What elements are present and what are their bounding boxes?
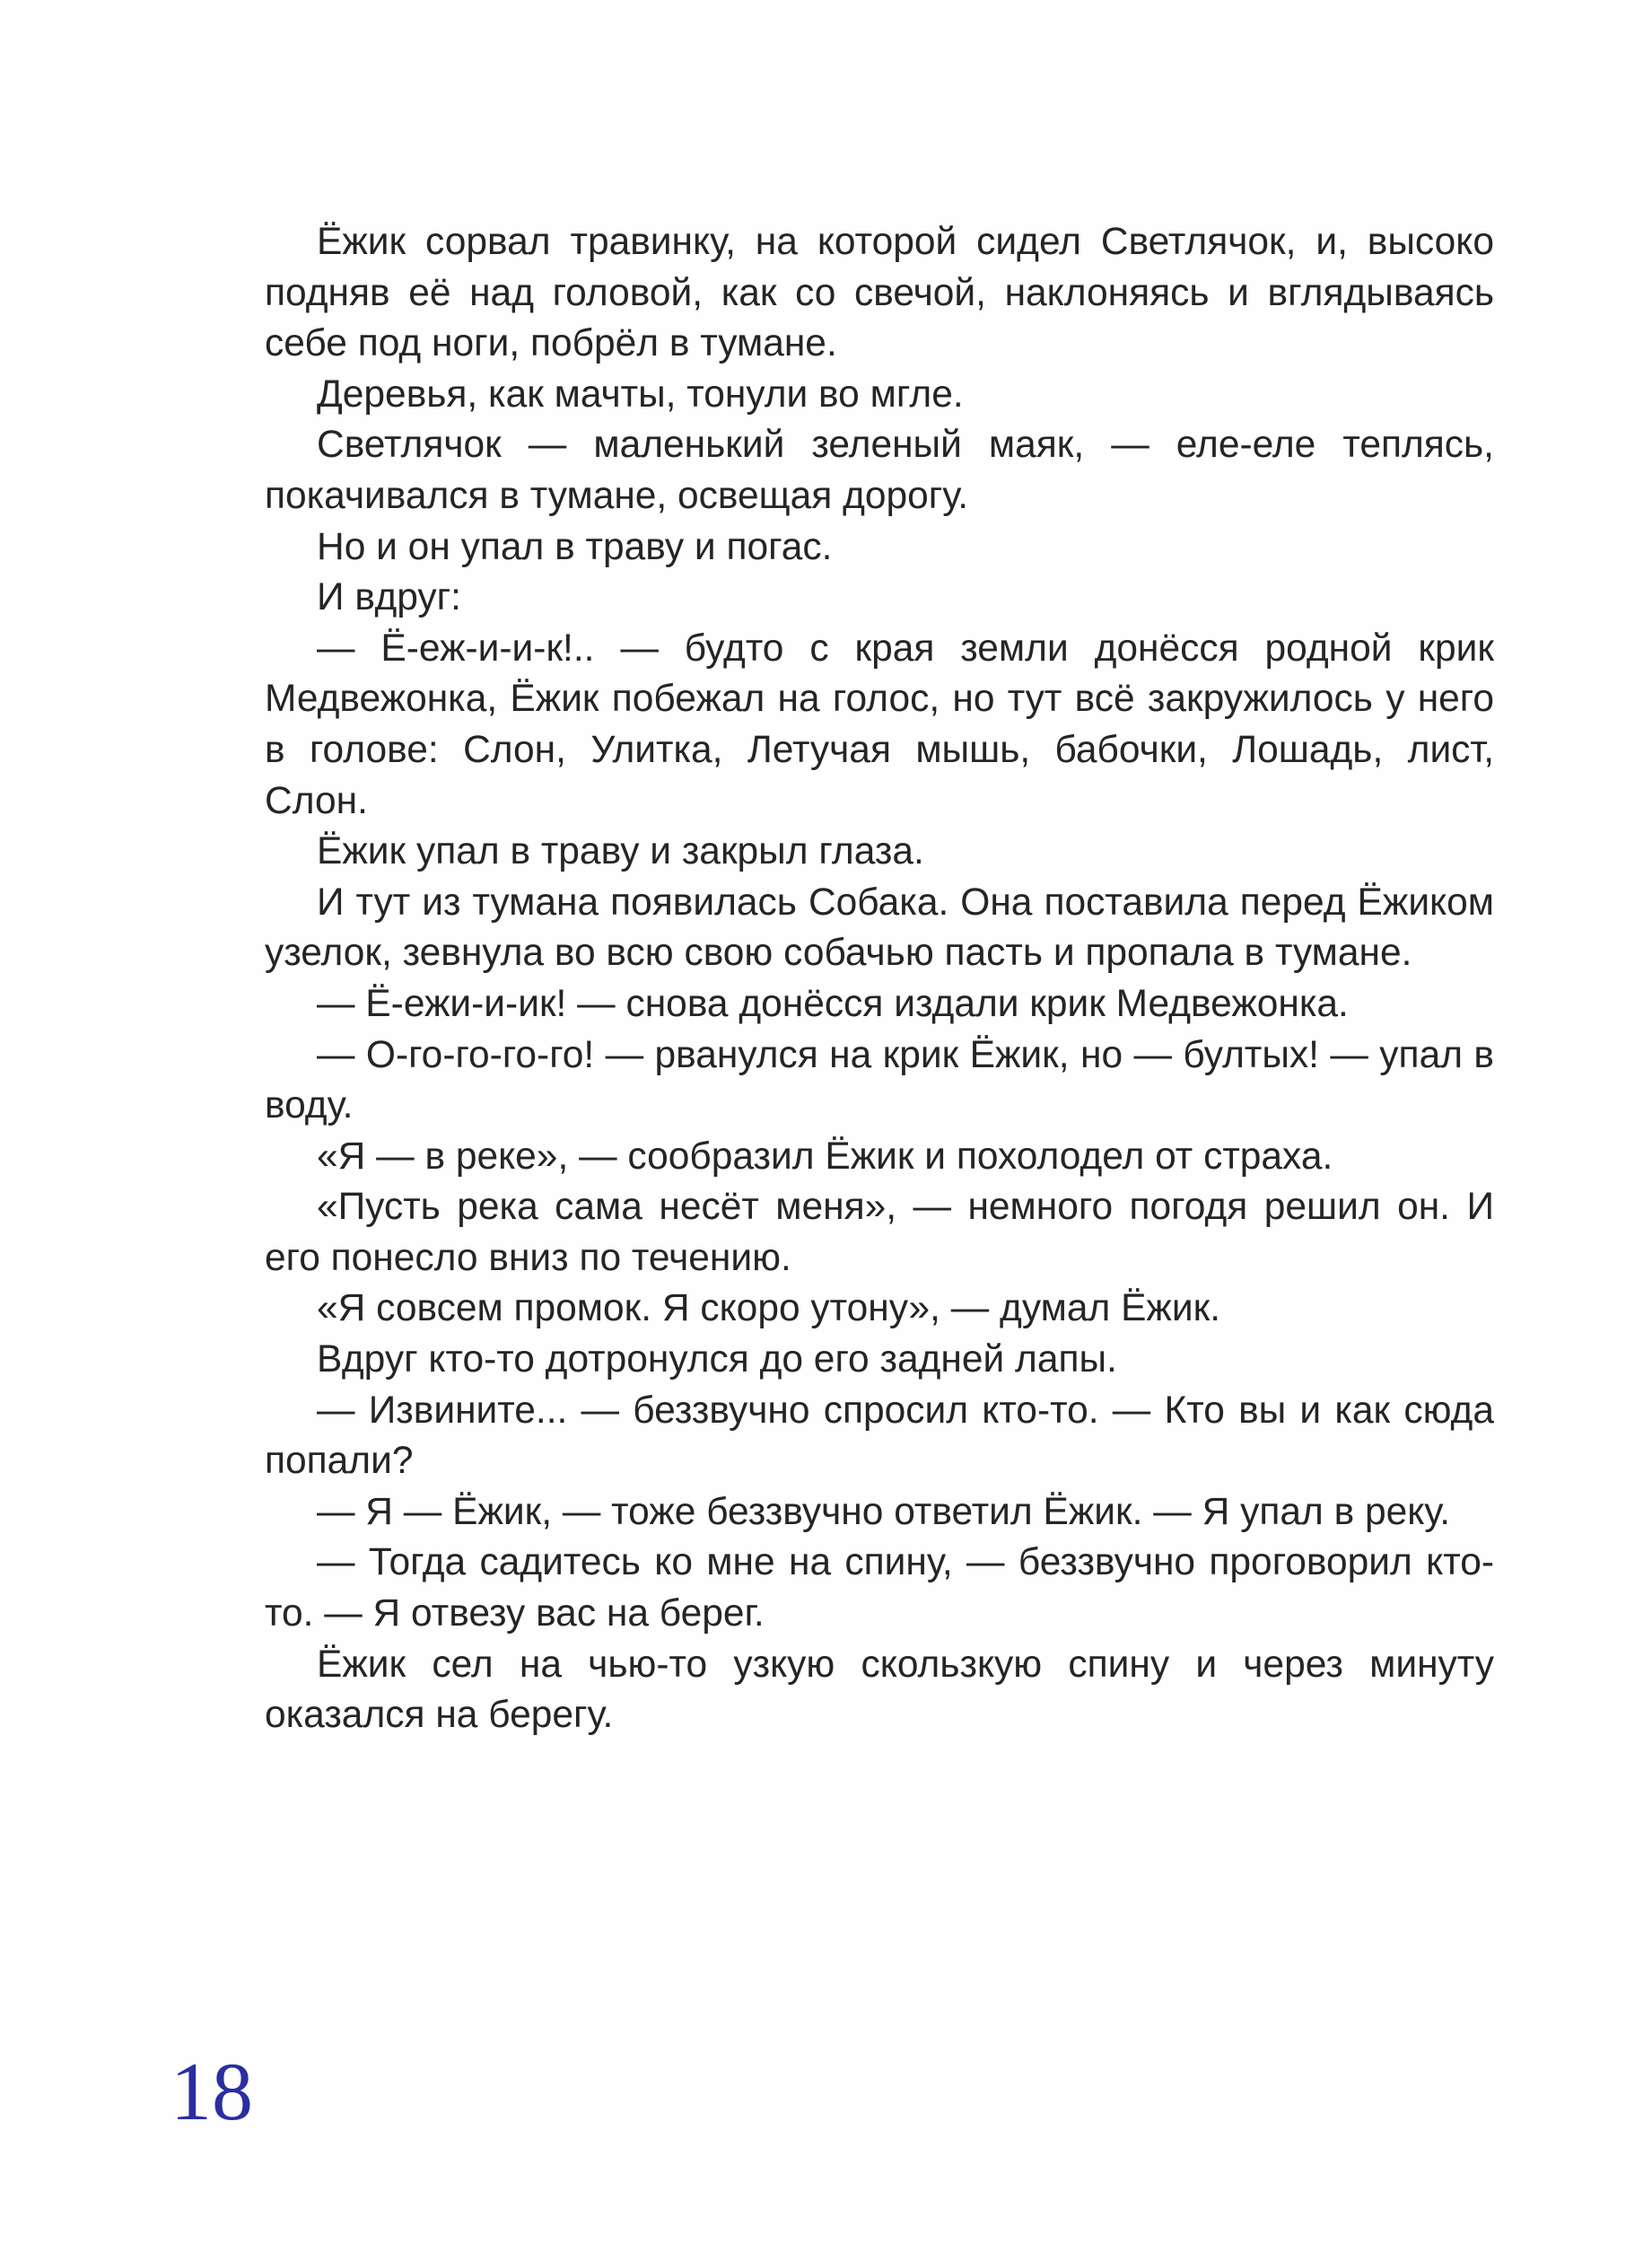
paragraph: Деревья, как мачты, тонули во мгле. <box>317 373 964 416</box>
paragraph: Вдруг кто-то дотронулся до его задней лапы. <box>317 1338 1117 1381</box>
paragraph: — О-го-го-го-го! — рванулся на крик Ёжик, но — бултых! — упал в воду. <box>265 1033 1494 1127</box>
paragraph: — Тогда садитесь ко мне на спину, — беззвучно проговорил кто-то. — Я отвезу вас на берег. <box>265 1541 1494 1635</box>
paragraph: Ёжик сел на чью-то узкую скользкую спину и через минуту оказался на берегу. <box>265 1643 1494 1737</box>
page-number: 18 <box>170 2046 253 2137</box>
paragraph: — Я — Ёжик, — тоже беззвучно ответил Ёжик. — Я упал в реку. <box>317 1490 1451 1533</box>
paragraph: «Я — в реке», — сообразил Ёжик и похолодел от страха. <box>317 1135 1333 1178</box>
paragraph: Но и он упал в траву и погас. <box>317 525 833 568</box>
paragraph: «Пусть река сама несёт меня», — немного погодя решил он. И его понесло вниз по течению. <box>265 1186 1494 1279</box>
story-text <box>265 217 1494 1741</box>
paragraph: И тут из тумана появилась Собака. Она поставила перед Ёжиком узелок, зевнула во всю свою собачью пасть и пропала в тумане. <box>265 881 1494 975</box>
paragraph: И вдруг: <box>317 576 461 619</box>
paragraph: Ёжик упал в траву и закрыл глаза. <box>317 830 924 873</box>
paragraph: — Ё-еж-и-и-к!.. — будто с края земли донёсся родной крик Медвежонка, Ёжик побежал на голос, но тут всё закружилось у него в голове: Слон, Улитка, Летучая мышь, бабочки, Лошадь, лист, Слон. <box>265 627 1494 822</box>
paragraph: — Извините... — беззвучно спросил кто-то. — Кто вы и как сюда попали? <box>265 1389 1494 1483</box>
paragraph: «Я совсем промок. Я скоро утону», — думал Ёжик. <box>317 1287 1221 1330</box>
paragraph: Ёжик сорвал травинку, на которой сидел Светлячок, и, высоко подняв её над головой, как со свечой, наклоняясь и вглядываясь себе под ноги, побрёл в тумане. <box>265 221 1494 365</box>
paragraph: — Ё-ежи-и-ик! — снова донёсся издали крик Медвежонка. <box>317 982 1349 1025</box>
paragraph: Светлячок — маленький зеленый маяк, — еле-еле теплясь, покачивался в тумане, освещая дорогу. <box>265 424 1494 517</box>
